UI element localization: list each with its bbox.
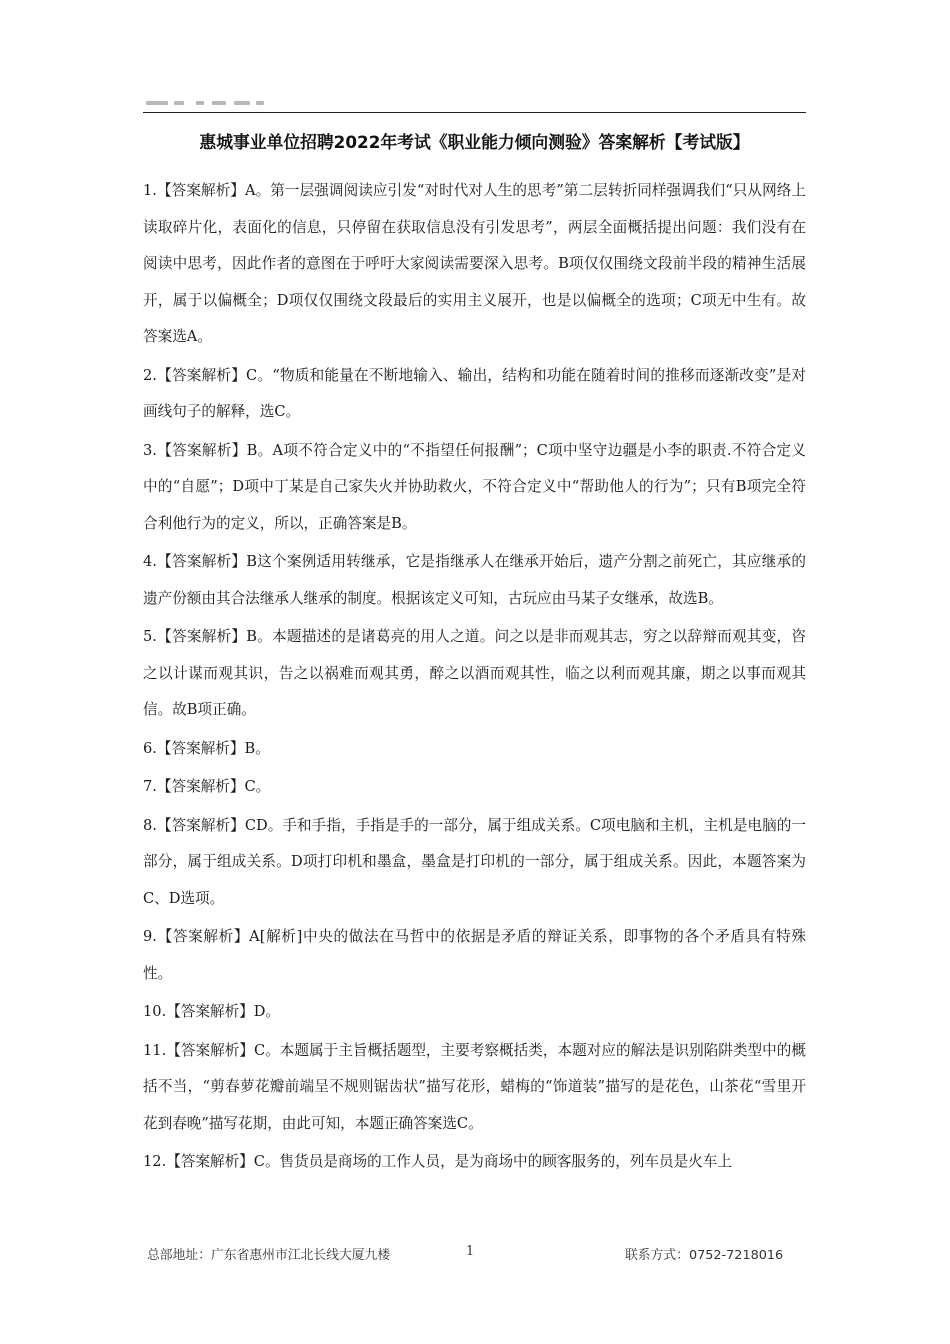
answer-paragraph: 1.【答案解析】A。第一层强调阅读应引发“对时代对人生的思考”第二层转折同样强调我们“只从网络上读取碎片化，表面化的信息，只停留在获取信息没有引发思考”，两层全面概括提出问题：我们没有在阅读中思考，因此作者的意图在于呼吁大家阅读需要深入思考。B项仅仅围绕文段前半段的精神生活展开，属于以偏概全；D项仅仅围绕文段最后的实用主义展开，也是以偏概全的选项；C项无中生有。故答案选A。 bbox=[143, 182, 806, 345]
answer-paragraph: 4.【答案解析】B这个案例适用转继承，它是指继承人在继承开始后，遗产分割之前死亡，其应继承的遗产份额由其合法继承人继承的制度。根据该定义可知，古玩应由马某子女继承，故选B。 bbox=[143, 553, 806, 607]
answer-paragraph: 10.【答案解析】D。 bbox=[143, 1003, 281, 1020]
answer-paragraph: 9.【答案解析】A[解析]中央的做法在马哲中的依据是矛盾的辩证关系，即事物的各个矛盾具有特殊性。 bbox=[143, 928, 806, 982]
answer-paragraph: 11.【答案解析】C。本题属于主旨概括题型，主要考察概括类，本题对应的解法是识别陷阱类型中的概括不当，“剪春萝花瓣前端呈不规则锯齿状”描写花形，蜡梅的“饰道装”描写的是花色，山茶花“雪里开花到春晚”描写花期，由此可知，本题正确答案选C。 bbox=[143, 1041, 806, 1132]
header-logo-mark bbox=[146, 98, 266, 108]
answer-paragraph: 3.【答案解析】B。A项不符合定义中的“不指望任何报酬”；C项中坚守边疆是小李的职责.不符合定义中的“自愿”；D项中丁某是自己家失火并协助救火，不符合定义中“帮助他人的行为”；只有B项完全符合利他行为的定义，所以，正确答案是B。 bbox=[143, 441, 806, 532]
footer-contact: 联系方式：0752-7218016 bbox=[625, 1248, 784, 1263]
answer-list bbox=[143, 173, 806, 1183]
answer-paragraph: 6.【答案解析】B。 bbox=[143, 739, 270, 757]
document-title: 惠城事业单位招聘2022年考试《职业能力倾向测验》答案解析【考试版】 bbox=[199, 132, 750, 152]
footer-address: 总部地址：广东省惠州市江北长线大厦九楼 bbox=[147, 1248, 391, 1263]
answer-paragraph: 2.【答案解析】C。“物质和能量在不断地输入、输出，结构和功能在随着时间的推移而逐渐改变”是对画线句子的解释，选C。 bbox=[143, 366, 806, 420]
header-rule bbox=[143, 112, 806, 113]
page-number: 1 bbox=[466, 1244, 475, 1259]
answer-paragraph: 5.【答案解析】B。本题描述的是诸葛亮的用人之道。问之以是非而观其志，穷之以辞辩而观其变，咨之以计谋而观其识，告之以祸难而观其勇，醉之以酒而观其性，临之以利而观其廉，期之以事而观其信。故B项正确。 bbox=[143, 628, 806, 718]
answer-paragraph: 12.【答案解析】C。售货员是商场的工作人员，是为商场中的顾客服务的，列车员是火车上 bbox=[143, 1153, 732, 1170]
answer-paragraph: 8.【答案解析】CD。手和手指，手指是手的一部分，属于组成关系。C项电脑和主机，主机是电脑的一部分，属于组成关系。D项打印机和墨盒，墨盒是打印机的一部分，属于组成关系。因此，本题答案为C、D选项。 bbox=[143, 816, 806, 907]
answer-paragraph: 7.【答案解析】C。 bbox=[143, 778, 271, 795]
